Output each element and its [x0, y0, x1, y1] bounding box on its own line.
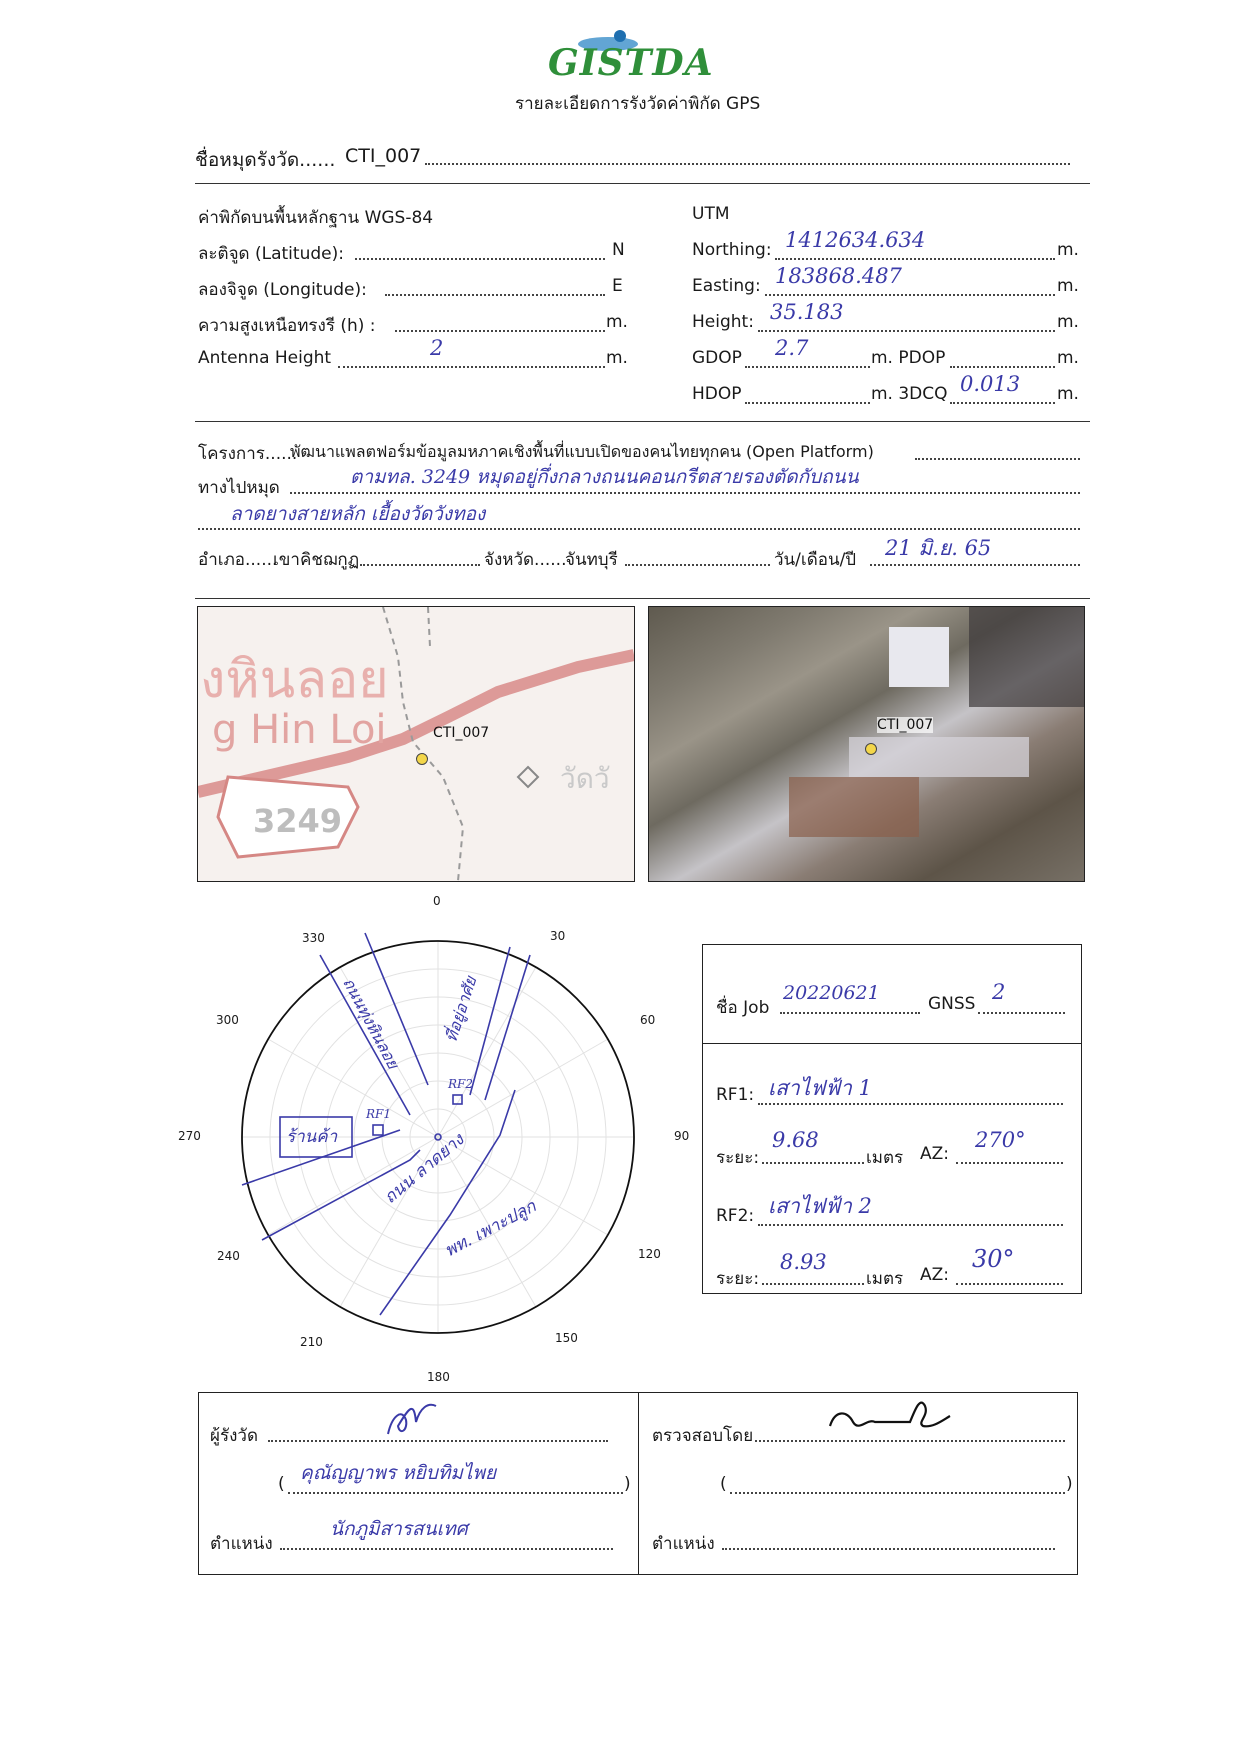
divider: [195, 598, 1090, 599]
sat-patch-roof: [789, 777, 919, 837]
polar-angle-330: 330: [302, 931, 325, 945]
h-label: ความสูงเหนือทรงรี (h) :: [198, 316, 376, 336]
job-value: 20220621: [783, 982, 880, 1004]
route-label: ทางไปหมุด: [198, 478, 280, 498]
checker-signature: [825, 1392, 955, 1442]
lon-dots: [385, 294, 605, 296]
map-point-marker: [416, 753, 428, 765]
job-dots: [780, 1012, 920, 1014]
sat-patch-tree: [969, 607, 1085, 707]
gnss-value: 2: [992, 980, 1006, 1004]
map-place-en: g Hin Loi: [212, 707, 387, 753]
route-line2: ลาดยางสายหลัก เยื้องวัดวังทอง: [230, 503, 486, 525]
signature-divider: [638, 1392, 639, 1575]
lat-label: ละติจูด (Latitude):: [198, 244, 344, 264]
pdop-dots: [950, 366, 1055, 368]
polar-angle-0: 0: [433, 894, 441, 908]
sketch-shop: ร้านค้า: [286, 1127, 338, 1147]
map-temple-text: วัดวั: [560, 762, 610, 795]
dcq-label: m. 3DCQ: [871, 384, 948, 404]
topo-map: [197, 606, 635, 882]
divider: [195, 421, 1090, 422]
sketch-house: ที่อยู่อาศัย: [441, 974, 481, 1045]
checker-paren-close: ): [1066, 1474, 1073, 1494]
rf2-label: RF2:: [716, 1206, 755, 1226]
rf1-dist: 9.68: [772, 1128, 819, 1152]
easting-value: 183868.487: [775, 264, 902, 288]
rf2-az: 30°: [972, 1245, 1015, 1273]
sketch-shop-road: ถนนทุ่งหินลอย: [339, 974, 403, 1072]
district-dots: [360, 564, 480, 566]
province-label: จังหวัด......: [484, 550, 567, 570]
station-value: CTI_007: [345, 145, 422, 167]
height-value: 35.183: [770, 300, 844, 324]
gnss-label: GNSS: [928, 994, 976, 1014]
logo-text: GISTDA: [548, 42, 714, 84]
polar-angle-180: 180: [427, 1370, 450, 1384]
rf1-label: RF1:: [716, 1085, 755, 1105]
polar-angle-240: 240: [217, 1249, 240, 1263]
district-value: เขาคิชฌกูฏ: [273, 550, 360, 570]
surveyor-pos-dots: [280, 1548, 613, 1550]
date-label: วัน/เดือน/ปี: [774, 550, 857, 570]
height-unit: m.: [1057, 312, 1079, 332]
northing-label: Northing:: [692, 240, 772, 260]
surveyor-signature: [380, 1396, 440, 1444]
lat-unit: N: [612, 240, 625, 260]
wgs84-title: ค่าพิกัดบนพื้นหลักฐาน WGS-84: [198, 208, 434, 228]
map-place-thai: งหินลอย: [200, 650, 389, 710]
rf2-dist-label: ระยะ:: [716, 1269, 760, 1289]
sat-patch-sky: [889, 627, 949, 687]
easting-dots: [765, 294, 1055, 296]
polar-angle-270: 270: [178, 1129, 201, 1143]
antenna-value: 2: [430, 336, 444, 360]
district-label: อำเภอ......: [198, 550, 278, 570]
polar-angle-30: 30: [550, 929, 566, 943]
map-point-label: CTI_007: [433, 725, 490, 741]
gdop-label: GDOP: [692, 348, 742, 368]
job-label: ชื่อ Job: [716, 998, 770, 1018]
antenna-dots: [338, 366, 605, 368]
rf2-az-dots: [956, 1283, 1063, 1285]
pdop-unit: m.: [1057, 348, 1079, 368]
rf1-dist-dots: [762, 1162, 864, 1164]
checker-pos-dots: [722, 1548, 1055, 1550]
station-dots: [425, 163, 1070, 165]
rf1-meter: เมตร: [866, 1148, 904, 1168]
easting-label: Easting:: [692, 276, 761, 296]
gistda-logo: [548, 28, 718, 86]
polar-angle-60: 60: [640, 1013, 656, 1027]
dcq-unit: m.: [1057, 384, 1079, 404]
divider: [195, 183, 1090, 184]
rf1-az-dots: [956, 1162, 1063, 1164]
rf2-dist-dots: [762, 1283, 864, 1285]
surveyor-paren-open: (: [278, 1474, 285, 1494]
surveyor-paren-close: ): [624, 1474, 631, 1494]
sat-patch-road: [849, 737, 1029, 777]
surveyor-label: ผู้รังวัด: [210, 1426, 258, 1446]
page-subtitle: รายละเอียดการรังวัดค่าพิกัด GPS: [515, 94, 761, 114]
sat-point-label: CTI_007: [877, 717, 934, 733]
surveyor-pos-label: ตำแหน่ง: [210, 1534, 273, 1554]
project-dots: [915, 458, 1080, 460]
height-dots: [758, 330, 1055, 332]
checker-paren-open: (: [720, 1474, 727, 1494]
sat-point-marker: [865, 743, 877, 755]
northing-value: 1412634.634: [785, 228, 926, 252]
polar-sketch: [170, 885, 710, 1390]
rf2-meter: เมตร: [866, 1269, 904, 1289]
northing-dots: [775, 258, 1055, 260]
easting-unit: m.: [1057, 276, 1079, 296]
rf1-az: 270°: [975, 1128, 1026, 1152]
route-line1: ตามทล. 3249 หมุดอยู่กึ่งกลางถนนคอนกรีตสายรองตัดกับถนน: [350, 466, 859, 488]
h-dots: [395, 330, 605, 332]
rf1-value: เสาไฟฟ้า 1: [768, 1076, 872, 1100]
gdop-dots: [745, 366, 870, 368]
checker-label: ตรวจสอบโดย: [652, 1426, 754, 1446]
northing-unit: m.: [1057, 240, 1079, 260]
map-road-number: 3249: [253, 802, 343, 840]
sketch-road: ถนน ลาดยาง: [380, 1129, 469, 1208]
h-unit: m.: [606, 312, 628, 332]
polar-angle-300: 300: [216, 1013, 239, 1027]
project-value: พัฒนาแพลตฟอร์มข้อมูลมหภาคเชิงพื้นที่แบบเปิดของคนไทยทุกคน (Open Platform): [290, 442, 874, 461]
rf2-value: เสาไฟฟ้า 2: [768, 1194, 872, 1218]
date-value: 21 มิ.ย. 65: [885, 536, 992, 560]
antenna-unit: m.: [606, 348, 628, 368]
utm-title: UTM: [692, 204, 730, 224]
project-label: โครงการ......: [198, 444, 298, 464]
polar-angle-150: 150: [555, 1331, 578, 1345]
province-dots: [625, 564, 770, 566]
gnss-dots: [978, 1012, 1065, 1014]
surveyor-name-dots: [288, 1492, 623, 1494]
height-label: Height:: [692, 312, 754, 332]
lon-label: ลองจิจูด (Longitude):: [198, 280, 367, 300]
province-value: จันทบุรี: [565, 550, 618, 570]
surveyor-name: คุณัญญาพร หยิบทิมไพย: [300, 1462, 497, 1484]
checker-pos-label: ตำแหน่ง: [652, 1534, 715, 1554]
checker-name-dots: [730, 1492, 1065, 1494]
sketch-rf1: RF1: [366, 1107, 391, 1121]
polar-angle-120: 120: [638, 1247, 661, 1261]
satellite-image: [648, 606, 1085, 882]
rf1-dist-label: ระยะ:: [716, 1148, 760, 1168]
dcq-dots: [950, 402, 1055, 404]
rf1-az-label: AZ:: [920, 1144, 950, 1164]
lat-dots: [355, 258, 605, 260]
sketch-farm: พท. เพาะปลูก: [441, 1196, 540, 1262]
hdop-label: HDOP: [692, 384, 742, 404]
sketch-rf2: RF2: [448, 1077, 473, 1091]
hdop-dots: [745, 402, 870, 404]
dcq-value: 0.013: [960, 372, 1021, 396]
gdop-value: 2.7: [775, 336, 809, 360]
polar-angle-210: 210: [300, 1335, 323, 1349]
rf2-az-label: AZ:: [920, 1265, 950, 1285]
polar-angle-90: 90: [674, 1129, 690, 1143]
route-dots: [290, 492, 1080, 494]
lon-unit: E: [612, 276, 623, 296]
surveyor-pos: นักภูมิสารสนเทศ: [330, 1518, 468, 1540]
station-label: ชื่อหมุดรังวัด......: [195, 149, 336, 171]
rf2-dist: 8.93: [780, 1250, 827, 1274]
pdop-label: m. PDOP: [871, 348, 946, 368]
antenna-label: Antenna Height: [198, 348, 332, 368]
rf2-dots: [758, 1224, 1063, 1226]
